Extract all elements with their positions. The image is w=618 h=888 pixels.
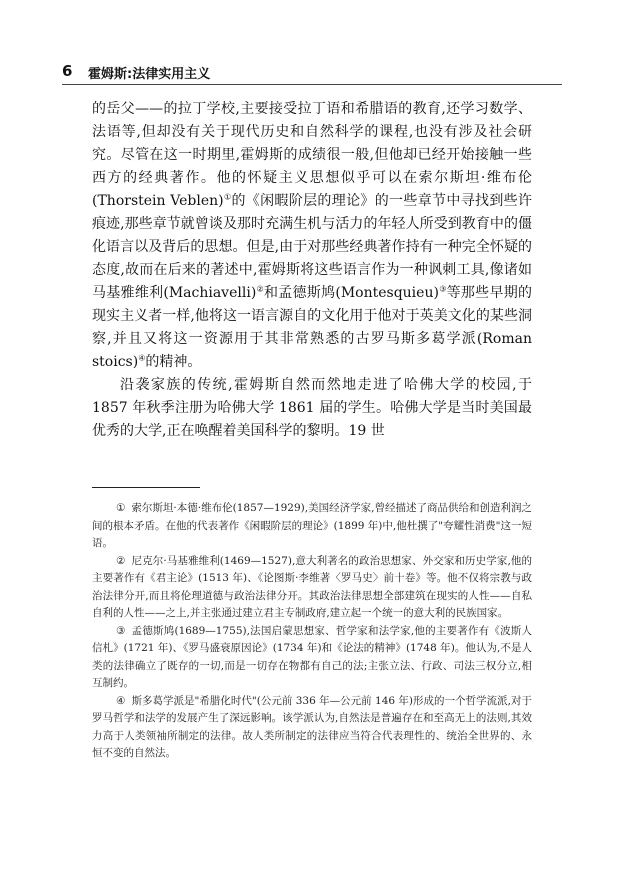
footnote-text: 索尔斯坦·本德·维布伦(1857—1929),美国经济学家,曾经描述了商品供给和创造利润之间的根本矛盾。在他的代表著作《闲暇阶层的理论》(1899 年)中,他杜撰了"夸耀性消费"这一短语。 [92,502,532,549]
page-header [62,62,562,85]
paragraph-text: 的岳父——的拉丁学校,主要接受拉丁语和希腊语的教育,还学习数学、法语等,但却没有关于现代历史和自然科学的课程,也没有涉及社会研究。尽管在这一时期里,霍姆斯的成绩很一般,但他却已经开始接触一些西方的经典著作。他的怀疑主义思想似乎可以在索尔斯坦·维布伦(Thorstein Veblen) [92,101,532,209]
footnote-text: 斯多葛学派是"希腊化时代"(公元前 336 年—公元前 146 年)形成的一个哲学流派,对于罗马哲学和法学的发展产生了深远影响。该学派认为,自然法是普遍存在和至高无上的法则,其效力高于人类领袖所制定的法律。故人类所制定的法律应当符合代表理性的、统治全世界的、永恒不变的自然法。 [92,694,533,759]
footnote-mark: ④ [116,694,126,707]
paragraph-text: 等那些早期的现实主义者一样,他将这一语言源自的文化用于他对于英美文化的某些洞察,并且又将这一资源用于其非常熟悉的古罗马斯多葛学派(Roman stoics) [92,285,533,370]
footnote-ref: ② [256,284,264,294]
footnote [92,553,532,623]
page-number: 6 [62,62,73,80]
footnote-mark: ② [116,554,126,567]
paragraph [92,98,532,374]
footnote [92,623,532,693]
footnote-mark: ③ [116,624,126,637]
footnote-ref: ① [223,192,232,202]
footnote [92,693,532,763]
footnote-divider [92,487,200,488]
footnote-ref: ③ [438,284,447,294]
footnotes [92,500,532,763]
paragraph: 沿袭家族的传统,霍姆斯自然而然地走进了哈佛大学的校园,于 1857 年秋季注册为哈佛大学 1861 届的学生。哈佛大学是当时美国最优秀的大学,正在唤醒着美国科学的黎明。19 世 [92,377,532,439]
paragraph-text: 的精神。 [145,354,202,370]
footnote-ref: ④ [138,353,146,363]
footnote [92,500,532,553]
main-text [92,98,532,443]
footnote-text: 孟德斯鸠(1689—1755),法国启蒙思想家、哲学家和法学家,他的主要著作有《波斯人信札》(1721 年)、《罗马盛衰原因论》(1734 年)和《论法的精神》(1748 年)。他认为,不是人类的法律确立了既存的一切,而是一切存在物都有自己的法;主张立法、行政、司法三权分立,相互制约。 [92,624,532,689]
footnote-text: 尼克尔·马基雅维利(1469—1527),意大利著名的政治思想家、外交家和历史学家,他的主要著作有《君主论》(1513 年)、《论图斯·李维著〈罗马史〉前十卷》等。他不仅将宗教与政治法律分开,而且将伦理道德与政治法律分开。其政治法律思想全部建筑在现实的人性——自私自利的人性——之上,并主张通过建立君主专制政府,建立起一个统一的意大利的民族国家。 [92,554,532,619]
paragraph-text: 的《闲暇阶层的理论》的一些章节中寻找到些许痕迹,那些章节就曾谈及那时充满生机与活力的年轻人所受到教育中的僵化语言以及背后的思想。但是,由于对那些经典著作持有一种完全怀疑的态度,故而在后来的著述中,霍姆斯将这些语言作为一种讽刺工具,像诸如马基雅维利(Machiavelli) [92,193,533,301]
running-title: 霍姆斯:法律实用主义 [88,67,211,82]
footnote-mark: ① [116,502,126,514]
paragraph-text: 和孟德斯鸠(Montesquieu) [264,285,439,301]
